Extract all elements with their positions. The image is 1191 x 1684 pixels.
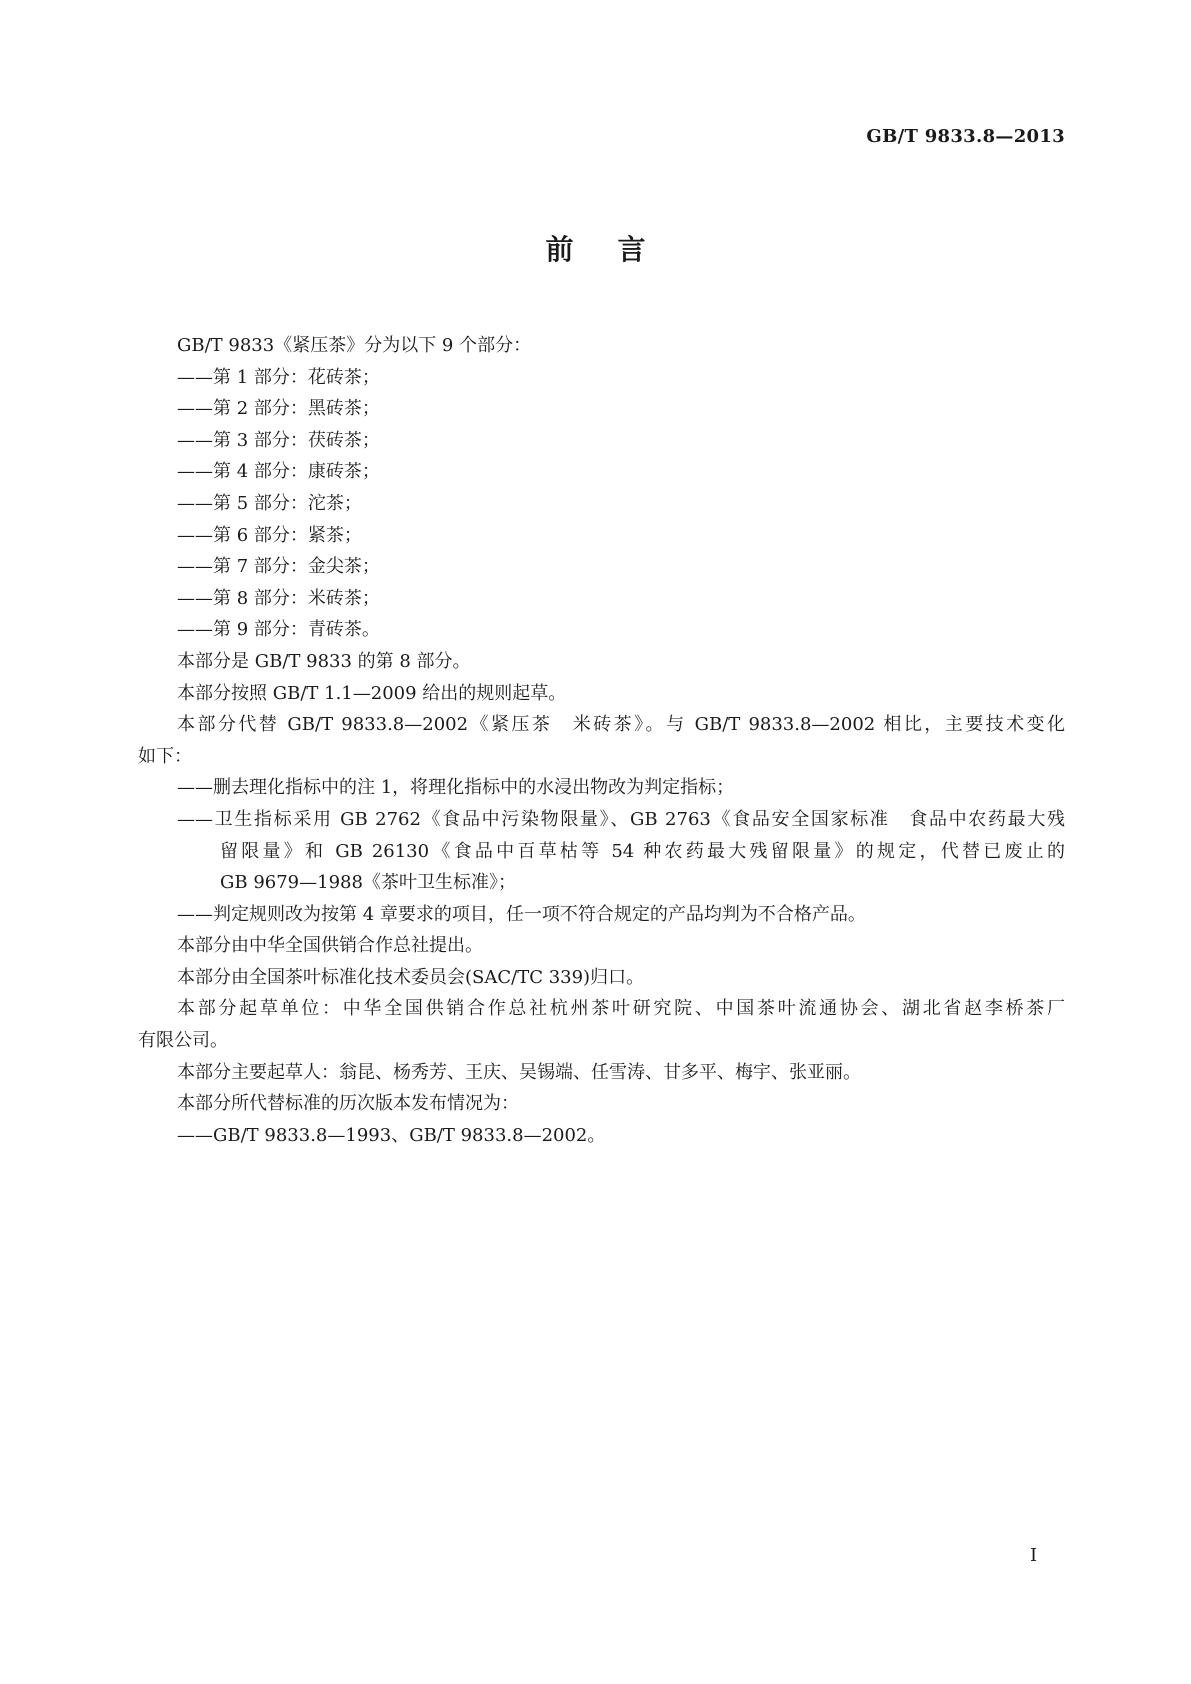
text-line: ——删去理化指标中的注 1，将理化指标中的水浸出物改为判定指标； [177, 777, 735, 799]
text-line: ——第 3 部分：茯砖茶； [177, 429, 380, 451]
text-line: ——第 4 部分：康砖茶； [177, 461, 380, 483]
text-line: 留限量》和 GB 26130《食品中百草枯等 54 种农药最大残留限量》的规定，代替已废止的 [220, 840, 1065, 862]
text-line: 本部分由全国茶叶标准化技术委员会(SAC/TC 339)归口。 [177, 966, 645, 988]
text-line: GB 9679—1988《茶叶卫生标准》； [220, 872, 516, 894]
text-line: 本部分起草单位：中华全国供销合作总社杭州茶叶研究院、中国茶叶流通协会、湖北省赵李桥茶厂 [177, 998, 1065, 1020]
text-line: GB/T 9833《紧压茶》分为以下 9 个部分： [177, 335, 532, 356]
title-char: 前 [545, 233, 574, 266]
text-line: ——判定规则改为按第 4 章要求的项目，任一项不符合规定的产品均判为不合格产品。 [177, 903, 866, 925]
text-line: ——第 1 部分：花砖茶； [177, 366, 380, 388]
text-line: 本部分所代替标准的历次版本发布情况为： [177, 1093, 519, 1115]
text-line: ——第 7 部分：金尖茶； [177, 556, 380, 578]
page-number: I [1030, 1545, 1038, 1566]
document-code: GB/T 9833.8—2013 [866, 126, 1065, 147]
text-line: ——GB/T 9833.8—1993、GB/T 9833.8—2002。 [177, 1124, 606, 1146]
title-char: 言 [617, 233, 646, 266]
text-line: 本部分由中华全国供销合作总社提出。 [177, 935, 483, 957]
document-body [138, 330, 1065, 1151]
text-line: 如下： [138, 745, 192, 767]
text-line: ——第 8 部分：米砖茶； [177, 587, 380, 609]
text-line: ——第 6 部分：紧茶； [177, 524, 362, 546]
page-title [0, 228, 1191, 268]
text-line: ——第 5 部分：沱茶； [177, 492, 362, 514]
text-line: 本部分主要起草人：翁昆、杨秀芳、王庆、吴锡端、任雪涛、甘多平、梅宇、张亚丽。 [177, 1061, 861, 1083]
text-line: ——第 9 部分：青砖茶。 [177, 619, 380, 641]
text-line: 本部分代替 GB/T 9833.8—2002《紧压茶 米砖茶》。与 GB/T 9833.8—2002 相比，主要技术变化 [177, 714, 1065, 736]
text-line: ——第 2 部分：黑砖茶； [177, 398, 380, 420]
text-line: 本部分是 GB/T 9833 的第 8 部分。 [177, 650, 471, 672]
text-line: ——卫生指标采用 GB 2762《食品中污染物限量》、GB 2763《食品安全国家标准 食品中农药最大残 [177, 808, 1065, 830]
text-line: 本部分按照 GB/T 1.1—2009 给出的规则起草。 [177, 682, 567, 704]
text-line: 有限公司。 [138, 1030, 228, 1052]
